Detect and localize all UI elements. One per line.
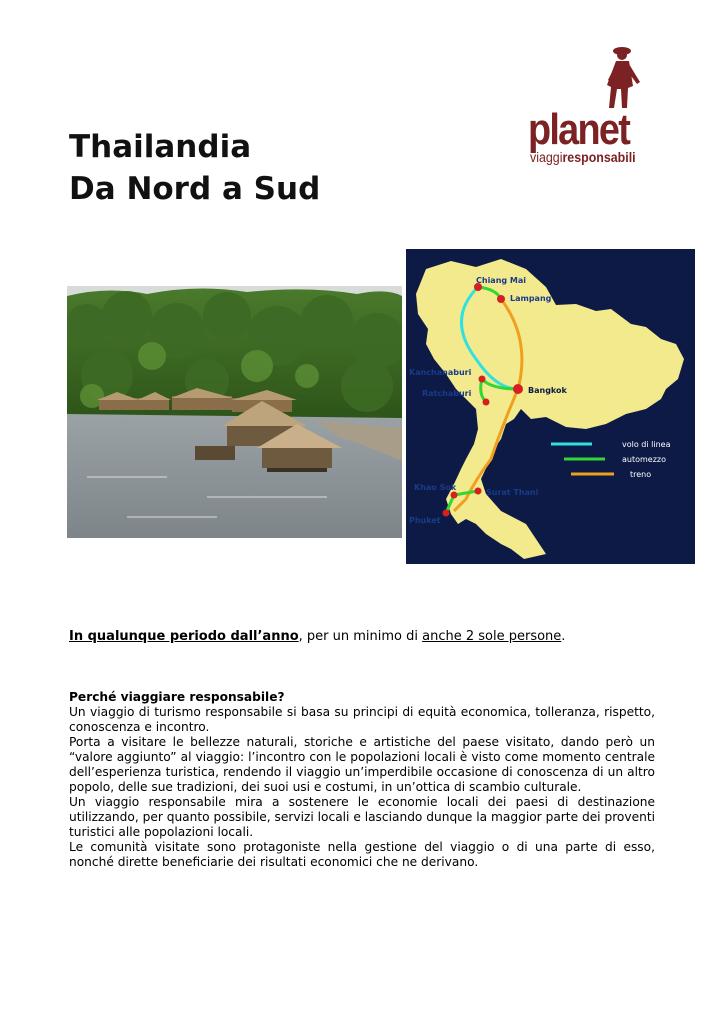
label-surat-thani: Surat Thani [486,488,539,497]
availability-minimum: anche 2 sole persone [422,629,562,644]
label-phuket: Phuket [409,516,441,525]
label-ratchaburi: Ratchaburi [422,389,472,398]
section-paragraph: Le comunità visitate sono protagoniste nella gestione del viaggio o di una parte di esso, nonché dirette beneficiarie dei risultati economici che ne derivano. [69,840,655,869]
label-chiang-mai: Chiang Mai [476,276,527,285]
dot-lampang [497,295,505,303]
availability-end: . [561,629,566,644]
responsible-travel-section [69,690,655,870]
river-village-photo [67,286,402,538]
dot-ratchaburi [483,399,490,406]
page-title [69,126,320,210]
availability-line [69,628,565,646]
title-line-1: Thailandia [69,129,252,165]
label-bangkok: Bangkok [528,386,567,395]
walker-figure-icon [524,42,656,112]
label-kanchanaburi: Kanchanaburi [409,368,472,377]
planet-logo [524,42,656,172]
dot-surat-thani [475,488,482,495]
section-paragraph: Un viaggio responsabile mira a sostenere le economie locali dei paesi di destinazione utilizzando, per quanto possibile, servizi locali e lasciando dunque la maggior parte dei proventi turistici alle popolazioni locali. [69,795,655,839]
label-lampang: Lampang [510,294,552,303]
logo-tagline: viaggiresponsabili [530,150,636,165]
title-line-2: Da Nord a Sud [69,171,321,207]
dot-bangkok [513,384,523,394]
thailand-route-map [406,249,695,564]
section-paragraph: Un viaggio di turismo responsabile si basa su principi di equità economica, tolleranza, rispetto, conoscenza e incontro. [69,705,655,734]
label-khao-sok: Khao Sok [414,483,457,492]
legend-label-car: automezzo [622,455,667,464]
availability-middle: , per un minimo di [298,629,423,644]
dot-phuket [443,510,450,517]
section-paragraph: Porta a visitare le bellezze naturali, storiche e artistiche del paese visitato, dando però un “valore aggiunto” al viaggio: l’incontro con le popolazioni locali è visto come momento centrale dell’esperienza turistica, rendendo il viaggio un’imperdibile occasione di conoscenza di un altro popolo, delle sue tradizioni, dei suoi usi e costumi, in un’ottica di scambio culturale. [69,735,655,794]
legend-label-flight: volo di linea [622,440,671,449]
availability-period: In qualunque periodo dall’anno [69,629,299,644]
section-heading: Perché viaggiare responsabile? [69,690,285,704]
legend-label-train: treno [630,470,652,479]
dot-kanchanaburi [479,376,486,383]
logo-wordmark: planet [528,105,630,154]
dot-khao-sok [451,492,458,499]
